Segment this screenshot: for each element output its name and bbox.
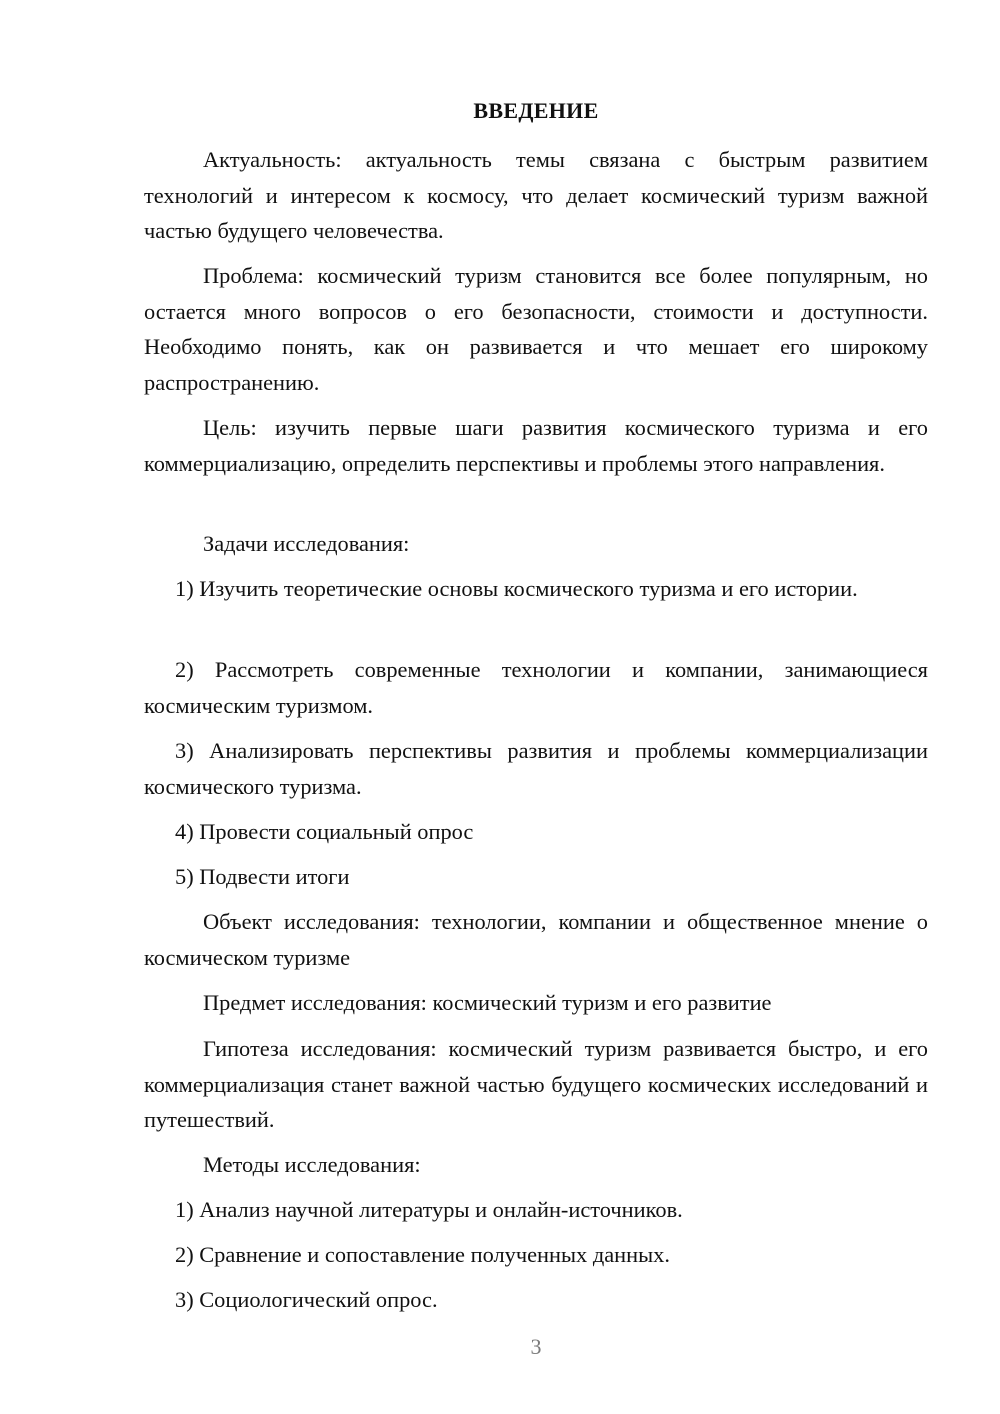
method-item-3: 3) Социологический опрос. — [175, 1287, 438, 1312]
tasks-heading: Задачи исследования: — [203, 531, 410, 556]
paragraph-relevance: Актуальность: актуальность темы связана с быстрым развитием технологий и интересом к космосу, что делает космический туризм важной частью будущего человечества. — [144, 147, 928, 243]
page-title: ВВЕДЕНИЕ — [473, 98, 599, 123]
method-item-2: 2) Сравнение и сопоставление полученных данных. — [175, 1242, 670, 1267]
paragraph-hypothesis: Гипотеза исследования: космический туризм развивается быстро, и его коммерциализация станет важной частью будущего космических исследований и путешествий. — [144, 1036, 928, 1132]
paragraph-object: Объект исследования: технологии, компании и общественное мнение о космическом туризме — [144, 909, 928, 970]
page-number: 3 — [530, 1334, 542, 1359]
methods-heading: Методы исследования: — [203, 1152, 421, 1177]
task-item-3: 3) Анализировать перспективы развития и проблемы коммерциализации космического туризма. — [144, 738, 928, 799]
task-item-4: 4) Провести социальный опрос — [175, 819, 474, 844]
task-item-2: 2) Рассмотреть современные технологии и компании, занимающиеся космическим туризмом. — [144, 657, 928, 718]
method-item-1: 1) Анализ научной литературы и онлайн-источников. — [175, 1197, 683, 1222]
paragraph-problem: Проблема: космический туризм становится все более популярным, но остается много вопросов о его безопасности, стоимости и доступности. Необходимо понять, как он развивается и что мешает его широкому распространению. — [144, 263, 928, 395]
task-item-5: 5) Подвести итоги — [175, 864, 350, 889]
paragraph-subject: Предмет исследования: космический туризм и его развитие — [203, 990, 772, 1015]
task-item-1: 1) Изучить теоретические основы космического туризма и его истории. — [175, 576, 858, 601]
paragraph-goal: Цель: изучить первые шаги развития космического туризма и его коммерциализацию, определить перспективы и проблемы этого направления. — [144, 415, 928, 476]
